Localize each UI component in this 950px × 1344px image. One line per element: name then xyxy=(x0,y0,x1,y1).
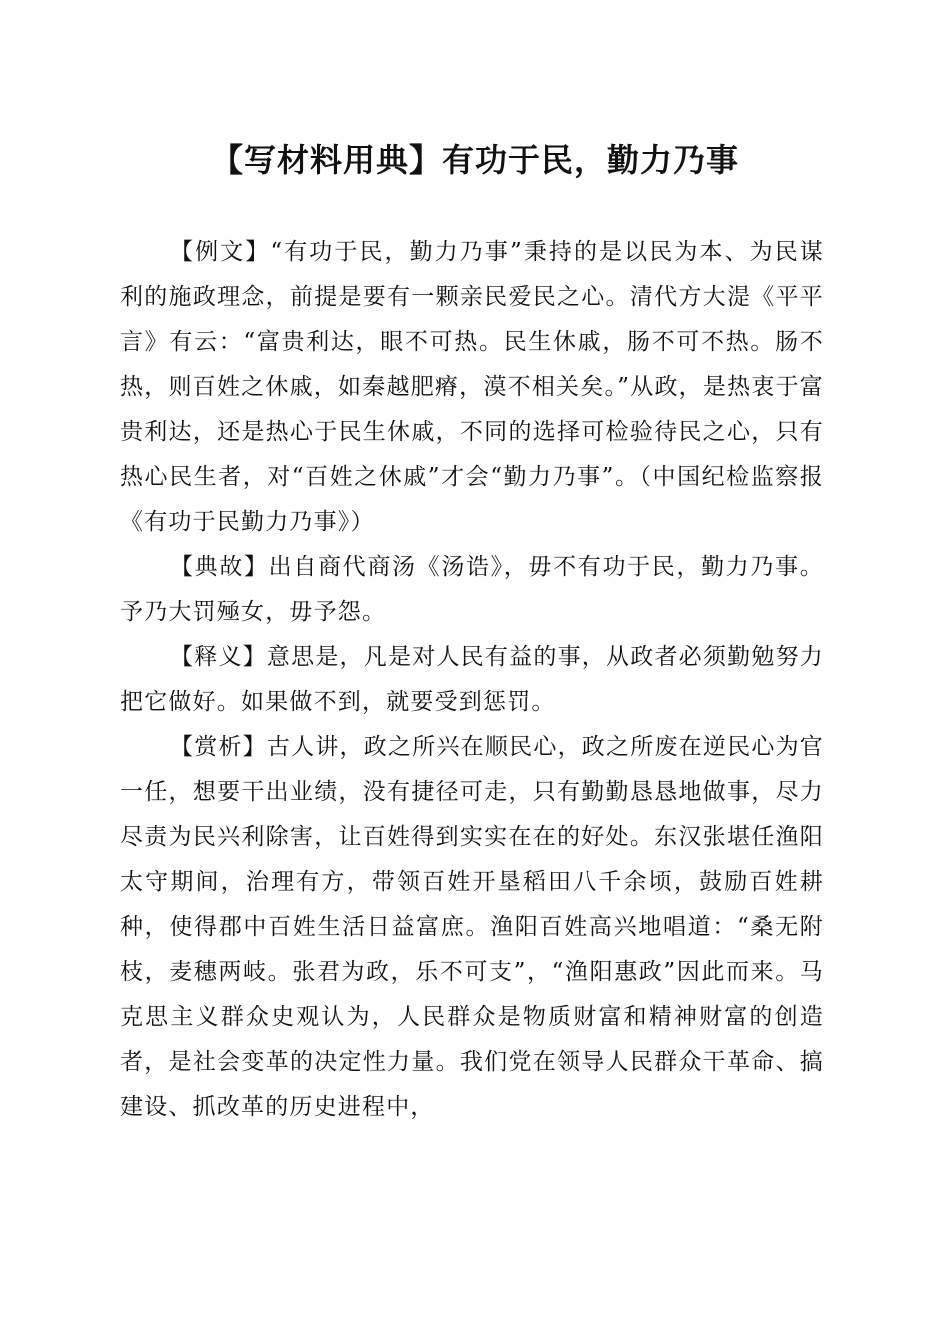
document-title: 【写材料用典】有功于民，勤力乃事 xyxy=(210,141,739,179)
paragraph-appreciation: 【赏析】古人讲，政之所兴在顺民心，政之所废在逆民心为官一任，想要干出业绩，没有捷径可走，只有勤勤恳恳地做事，尽力尽责为民兴利除害，让百姓得到实实在在的好处。东汉张堪任渔阳太守期间，治理有方，带领百姓开垦稻田八千余顷，鼓励百姓耕种，使得郡中百姓生活日益富庶。渔阳百姓高兴地唱道：“桑无附枝，麦穗两岐。张君为政，乐不可支”，“渔阳惠政”因此而来。马克思主义群众史观认为，人民群众是物质财富和精神财富的创造者，是社会变革的决定性力量。我们党在领导人民群众干革命、搞建设、抓改革的历史进程中， xyxy=(120,734,824,1120)
paragraph-example: 【例文】“有功于民，勤力乃事”秉持的是以民为本、为民谋利的施政理念，前提是要有一颗亲民爱民之心。清代方大湜《平平言》有云：“富贵利达，眼不可热。民生休戚，肠不可不热。肠不热，则百姓之休戚，如秦越肥瘠，漠不相关矣。”从政，是热衷于富贵利达，还是热心于民生休戚，不同的选择可检验待民之心，只有热心民生者，对“百姓之休戚”才会“勤力乃事”。（中国纪检监察报《有功于民勤力乃事》） xyxy=(120,239,824,535)
document-body xyxy=(120,230,824,1130)
paragraph-meaning: 【释义】意思是，凡是对人民有益的事，从政者必须勤勉努力把它做好。如果做不到，就要受到惩罚。 xyxy=(120,644,824,715)
paragraph-allusion: 【典故】出自商代商汤《汤诰》，毋不有功于民，勤力乃事。予乃大罚殛女，毋予怨。 xyxy=(120,554,824,625)
